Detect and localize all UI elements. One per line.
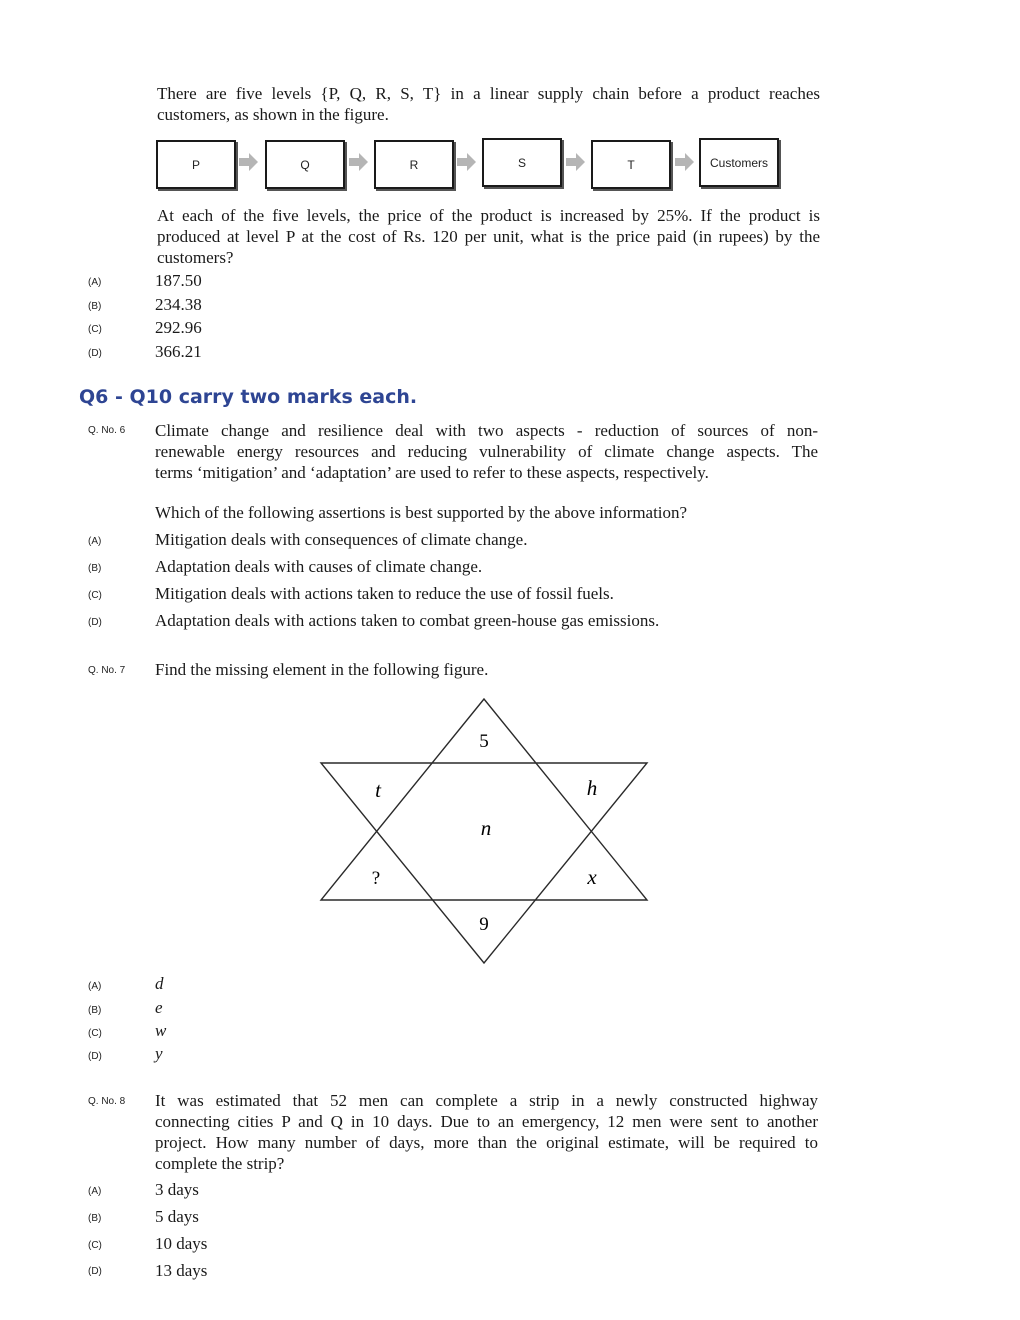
q8-option-d[interactable]: 13 days — [155, 1261, 208, 1280]
q5-option-label: (A) — [88, 277, 102, 288]
figure-left-top-value: t — [375, 778, 381, 802]
q7-option-label: (B) — [88, 1005, 102, 1016]
q8-option-label: (B) — [88, 1213, 102, 1224]
section-heading: Q6 - Q10 carry two marks each. — [79, 386, 418, 408]
figure-right-top-value: h — [586, 776, 598, 800]
chain-box-s: S — [482, 138, 562, 187]
q6-option-label: (A) — [88, 536, 102, 547]
q6-line2: renewable energy resources and reducing vulnerability of climate change aspects. The — [155, 442, 818, 461]
q7-question: Find the missing element in the following figure. — [155, 660, 489, 679]
q6-option-c[interactable]: Mitigation deals with actions taken to reduce the use of fossil fuels. — [155, 584, 614, 603]
q7-option-b[interactable]: e — [155, 998, 163, 1017]
q7-option-label: (A) — [88, 981, 102, 992]
q6-number: Q. No. 6 — [88, 425, 126, 436]
q6-line3: terms ‘mitigation’ and ‘adaptation’ are used to refer to these aspects, respectively. — [155, 463, 709, 482]
q6-option-label: (C) — [88, 590, 102, 601]
q8-option-c[interactable]: 10 days — [155, 1234, 208, 1253]
q8-option-a[interactable]: 3 days — [155, 1180, 199, 1199]
q8-option-label: (D) — [88, 1266, 102, 1277]
q5-stem-line2: customers, as shown in the figure. — [157, 105, 389, 124]
q6-option-label: (D) — [88, 617, 102, 628]
q6-option-b[interactable]: Adaptation deals with causes of climate change. — [155, 557, 483, 576]
q5-option-a[interactable]: 187.50 — [155, 271, 202, 290]
q6-question: Which of the following assertions is best supported by the above information? — [155, 503, 688, 522]
figure-center-value: n — [480, 816, 492, 840]
figure-bottom-value: 9 — [479, 914, 489, 935]
figure-left-bottom-value: ? — [371, 868, 381, 889]
upward-triangle — [321, 699, 647, 900]
q7-option-c[interactable]: w — [155, 1021, 167, 1040]
chain-box-t: T — [591, 140, 671, 189]
arrow-right-icon — [675, 153, 695, 171]
chain-box-r: R — [374, 140, 454, 189]
q6-line1: Climate change and resilience deal with two aspects - reduction of sources of non- — [155, 421, 818, 440]
q5-option-d[interactable]: 366.21 — [155, 342, 202, 361]
q5-option-b[interactable]: 234.38 — [155, 295, 202, 314]
chain-box-customers: Customers — [699, 138, 779, 187]
q8-line3: project. How many number of days, more than the original estimate, will be required to — [155, 1133, 818, 1152]
q5-option-c[interactable]: 292.96 — [155, 318, 202, 337]
q7-number: Q. No. 7 — [88, 665, 126, 676]
chain-box-p: P — [156, 140, 236, 189]
q6-option-label: (B) — [88, 563, 102, 574]
q6-option-a[interactable]: Mitigation deals with consequences of climate change. — [155, 530, 528, 549]
figure-top-value: 5 — [479, 731, 489, 752]
q7-option-label: (C) — [88, 1028, 102, 1039]
figure-right-bottom-value: x — [587, 865, 597, 889]
q8-line1: It was estimated that 52 men can complete a strip in a newly constructed highway — [155, 1091, 818, 1110]
star-figure — [300, 690, 670, 980]
q8-option-label: (C) — [88, 1240, 102, 1251]
q5-body-line3: customers? — [157, 248, 234, 267]
q8-line4: complete the strip? — [155, 1154, 285, 1173]
q7-option-label: (D) — [88, 1051, 102, 1062]
q8-option-label: (A) — [88, 1186, 102, 1197]
q5-body-line2: produced at level P at the cost of Rs. 120 per unit, what is the price paid (in rupees) by the — [157, 227, 820, 246]
q8-number: Q. No. 8 — [88, 1096, 126, 1107]
q8-line2: connecting cities P and Q in 10 days. Due to an emergency, 12 men were sent to another — [155, 1112, 818, 1131]
q5-option-label: (C) — [88, 324, 102, 335]
q7-option-d[interactable]: y — [155, 1044, 163, 1063]
q5-option-label: (D) — [88, 348, 102, 359]
q5-stem-line1: There are five levels {P, Q, R, S, T} in a linear supply chain before a product reaches — [157, 84, 820, 103]
arrow-right-icon — [457, 153, 477, 171]
arrow-right-icon — [349, 153, 369, 171]
chain-box-q: Q — [265, 140, 345, 189]
q5-option-label: (B) — [88, 301, 102, 312]
q8-option-b[interactable]: 5 days — [155, 1207, 199, 1226]
q5-body-line1: At each of the five levels, the price of the product is increased by 25%. If the product is — [157, 206, 820, 225]
q6-option-d[interactable]: Adaptation deals with actions taken to combat green-house gas emissions. — [155, 611, 660, 630]
arrow-right-icon — [566, 153, 586, 171]
arrow-right-icon — [239, 153, 259, 171]
q7-option-a[interactable]: d — [155, 974, 164, 993]
